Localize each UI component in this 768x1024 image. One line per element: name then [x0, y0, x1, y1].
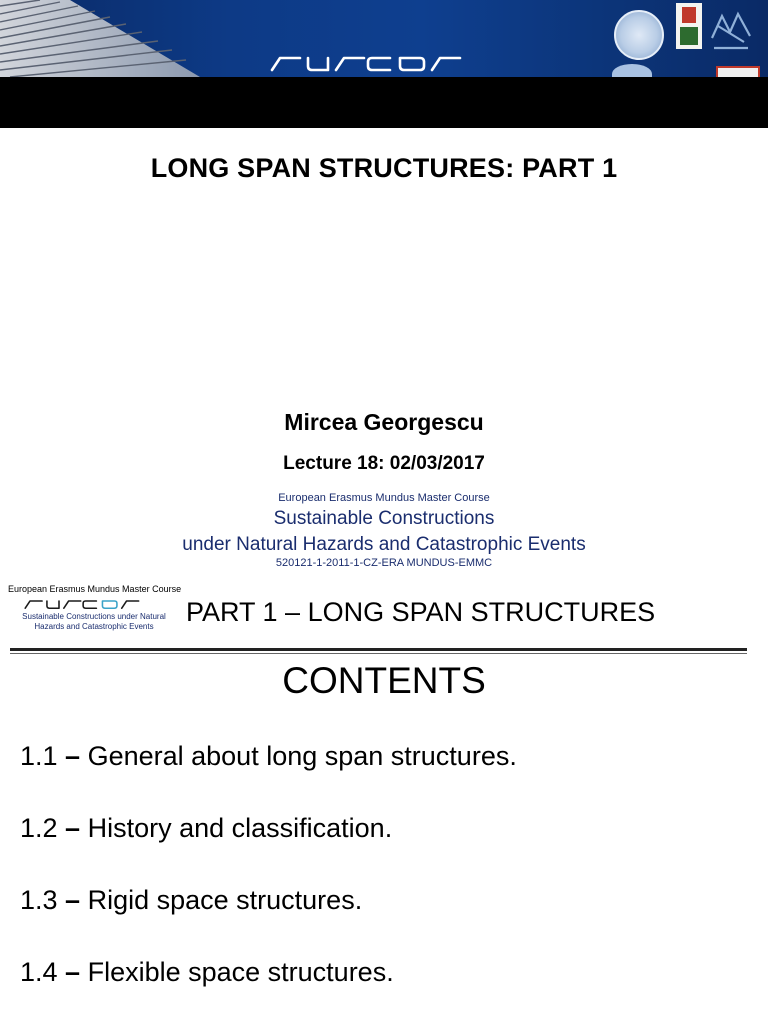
suscos-mini-wordmark	[24, 596, 164, 612]
toc-item-dash: –	[57, 957, 88, 987]
toc-item	[20, 738, 760, 810]
lecture-date: Lecture 18: 02/03/2017	[283, 453, 485, 474]
architectural-stripes-graphic	[0, 0, 200, 77]
toc-item-text: History and classification.	[87, 813, 393, 843]
contents-title: CONTENTS	[282, 660, 486, 701]
university-seal-logo	[614, 10, 664, 60]
project-code: 520121-1-2011-1-CZ-ERA MUNDUS-EMMC	[275, 557, 493, 569]
divider-line	[10, 648, 747, 651]
toc-item	[20, 882, 760, 954]
toc-item-text: General about long span structures.	[87, 741, 517, 771]
author-name: Mircea Georgescu	[284, 409, 484, 435]
toc-item-number: 1.2	[20, 813, 58, 843]
toc-item-dash: –	[57, 885, 88, 915]
suscos-wordmark-logo	[270, 52, 502, 74]
header-banner	[0, 0, 768, 77]
university-crest-logo	[676, 3, 702, 49]
toc-item-text: Flexible space structures.	[87, 957, 394, 987]
table-of-contents	[20, 738, 760, 1024]
university-seal-logo-2	[612, 64, 652, 77]
university-logo-strip	[716, 66, 760, 77]
lecture-title: LONG SPAN STRUCTURES: PART 1	[150, 153, 618, 183]
logo-program-text: European Erasmus Mundus Master Course	[8, 584, 182, 594]
toc-item-number: 1.4	[20, 957, 58, 987]
toc-item	[20, 954, 760, 1024]
toc-item	[20, 810, 760, 882]
course-name-line2: under Natural Hazards and Catastrophic Events	[182, 534, 586, 555]
course-name-line1: Sustainable Constructions	[273, 508, 495, 529]
logo-subtitle-line1: Sustainable Constructions under Natural	[22, 612, 166, 621]
toc-item-text: Rigid space structures.	[87, 885, 363, 915]
divider-line-thin	[10, 653, 747, 654]
toc-item-number: 1.3	[20, 885, 58, 915]
toc-item-dash: –	[57, 813, 88, 843]
banner-black-bar	[0, 77, 768, 128]
part-heading: PART 1 – LONG SPAN STRUCTURES	[186, 597, 656, 627]
suscos-small-logo	[8, 584, 180, 640]
ctu-lion-logo	[708, 8, 754, 52]
logo-subtitle-line2: Hazards and Catastrophic Events	[34, 622, 154, 631]
toc-item-number: 1.1	[20, 741, 58, 771]
toc-item-dash: –	[57, 741, 88, 771]
course-program: European Erasmus Mundus Master Course	[278, 492, 490, 504]
